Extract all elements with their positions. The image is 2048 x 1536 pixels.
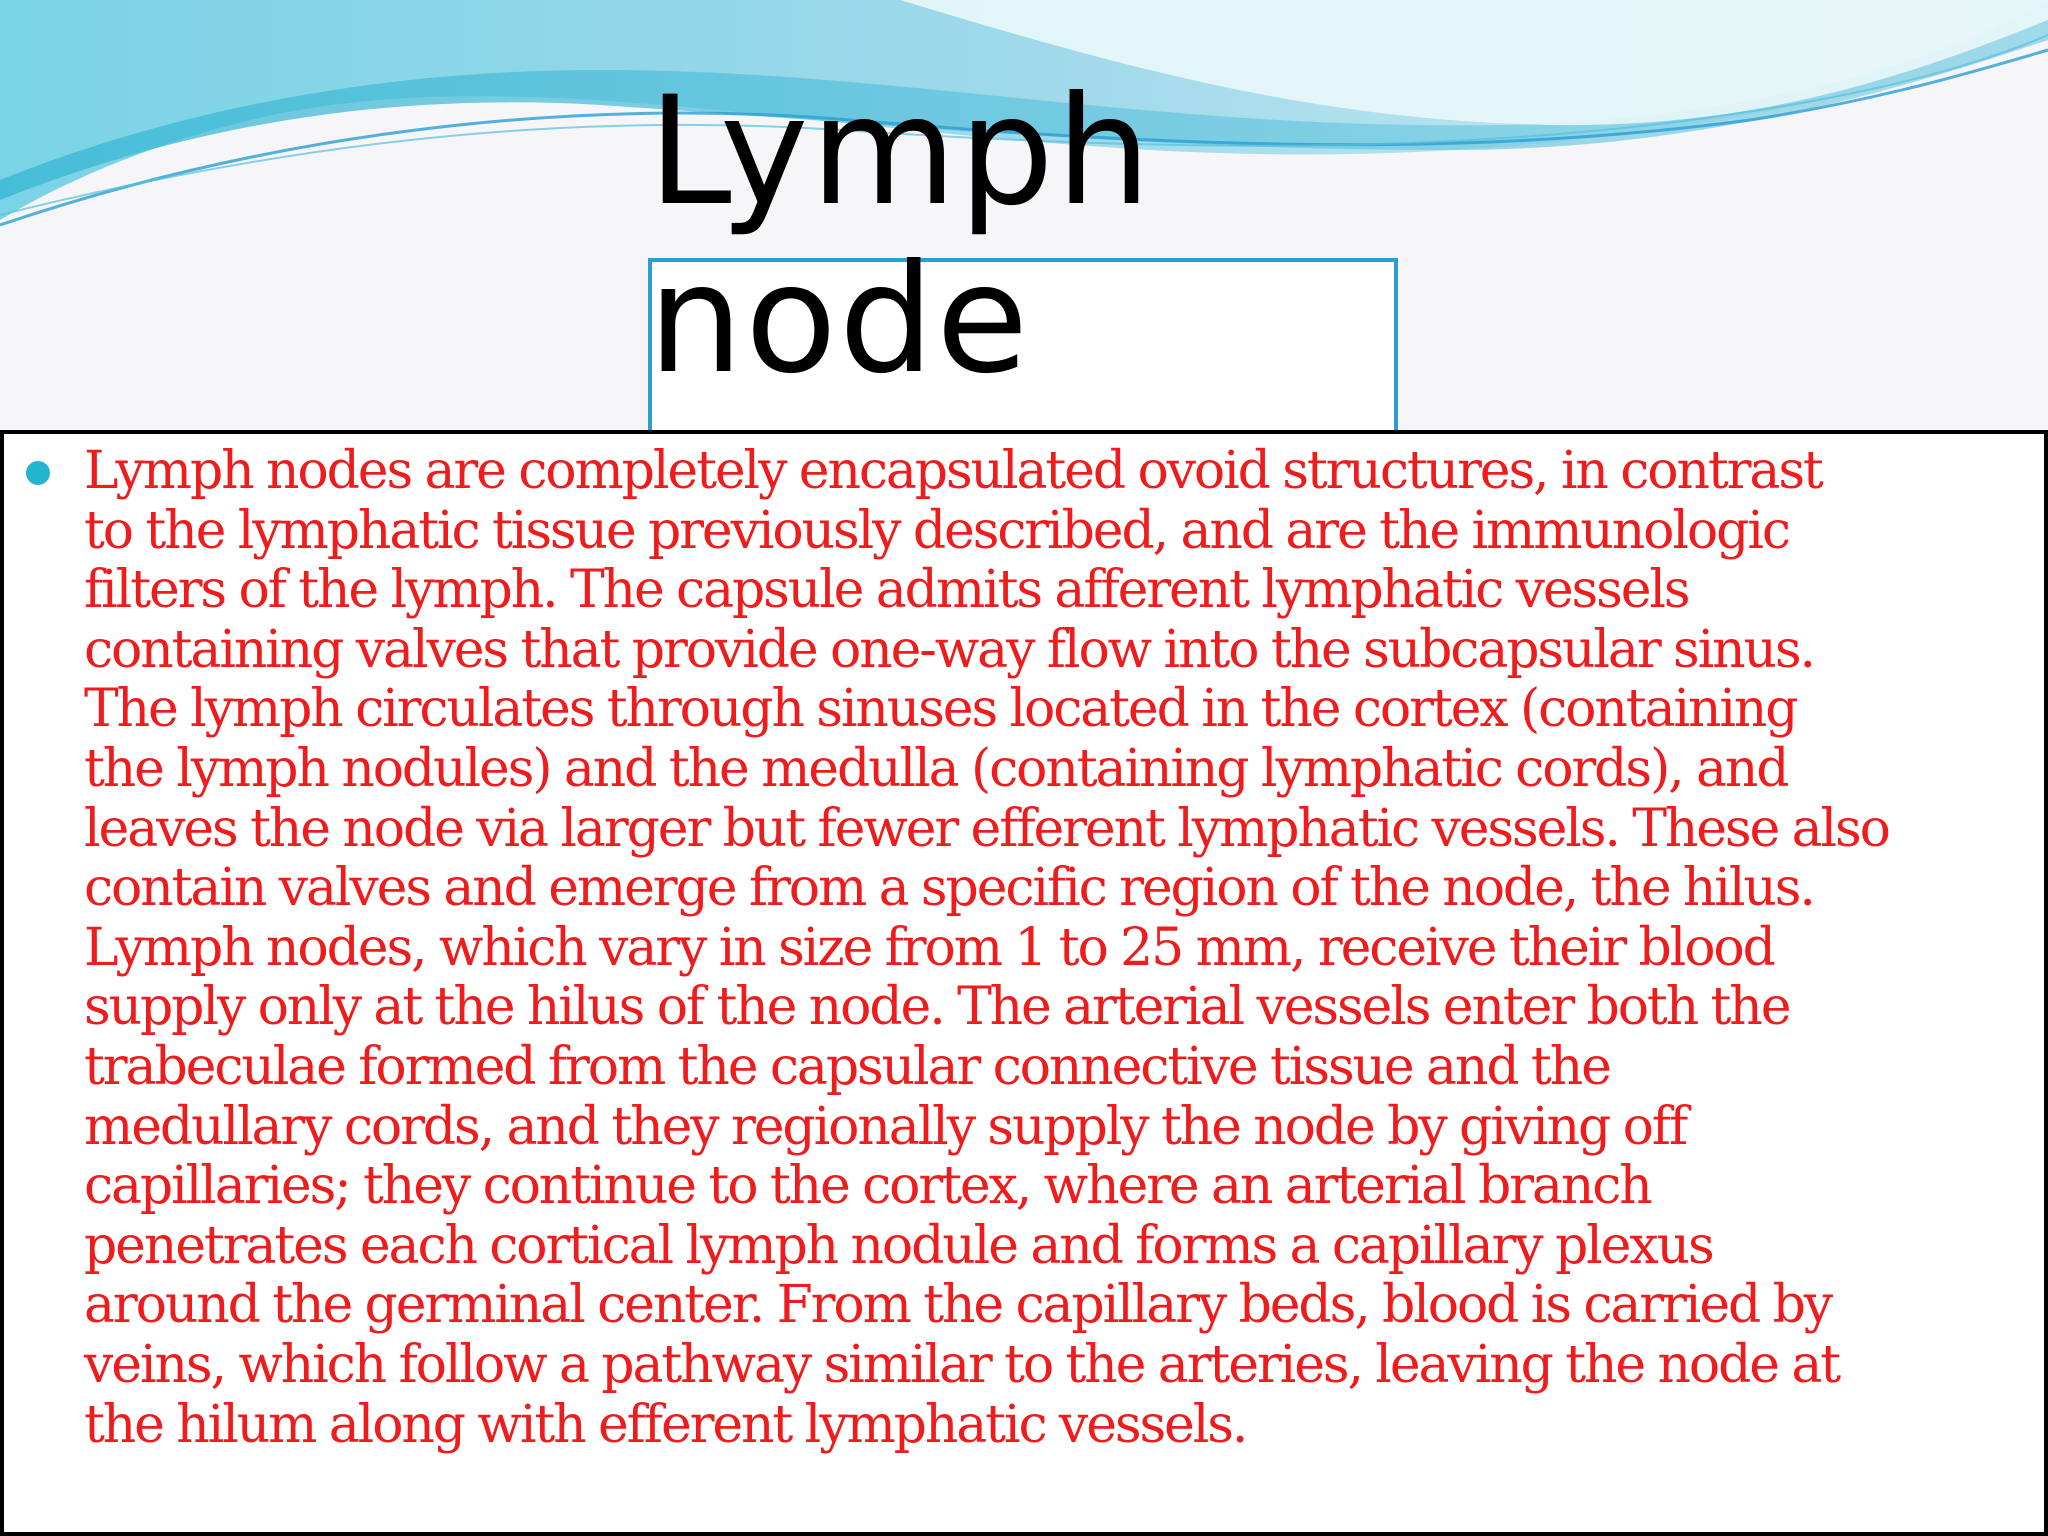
body-line: containing valves that provide one-way flow into the subcapsular sinus. <box>84 619 1814 680</box>
body-line: trabeculae formed from the capsular connective tissue and the <box>84 1036 1610 1097</box>
body-line: veins, which follow a pathway similar to the arteries, leaving the node at <box>84 1334 1840 1395</box>
body-line: contain valves and emerge from a specific region of the node, the hilus. <box>84 858 1814 919</box>
body-line: filters of the lymph. The capsule admits afferent lymphatic vessels <box>84 560 1689 621</box>
body-line: Lymph nodes, which vary in size from 1 to 25 mm, receive their blood <box>84 917 1774 978</box>
content-box <box>0 430 2048 1536</box>
slide-title <box>648 65 1408 407</box>
slide-title-line-2: node <box>648 233 1031 407</box>
body-line: capillaries; they continue to the cortex, where an arterial branch <box>84 1156 1651 1217</box>
round-bullet-icon <box>26 461 50 485</box>
body-paragraph <box>84 442 2046 1455</box>
body-line: the hilum along with efferent lymphatic vessels. <box>84 1394 1247 1455</box>
body-line: supply only at the hilus of the node. The arterial vessels enter both the <box>84 977 1790 1038</box>
body-line: leaves the node via larger but fewer efferent lymphatic vessels. These also <box>84 798 1889 859</box>
body-line: medullary cords, and they regionally supply the node by giving off <box>84 1096 1687 1157</box>
body-line: Lymph nodes are completely encapsulated ovoid structures, in contrast <box>84 441 1822 501</box>
body-line: the lymph nodules) and the medulla (containing lymphatic cords), and <box>84 738 1788 799</box>
slide-title-line-1: Lymph <box>648 65 1153 239</box>
body-line: to the lymphatic tissue previously described, and are the immunologic <box>84 500 1789 561</box>
body-line: around the germinal center. From the capillary beds, blood is carried by <box>84 1275 1832 1336</box>
body-line: penetrates each cortical lymph nodule and forms a capillary plexus <box>84 1215 1713 1276</box>
body-line: The lymph circulates through sinuses located in the cortex (containing <box>84 679 1797 740</box>
